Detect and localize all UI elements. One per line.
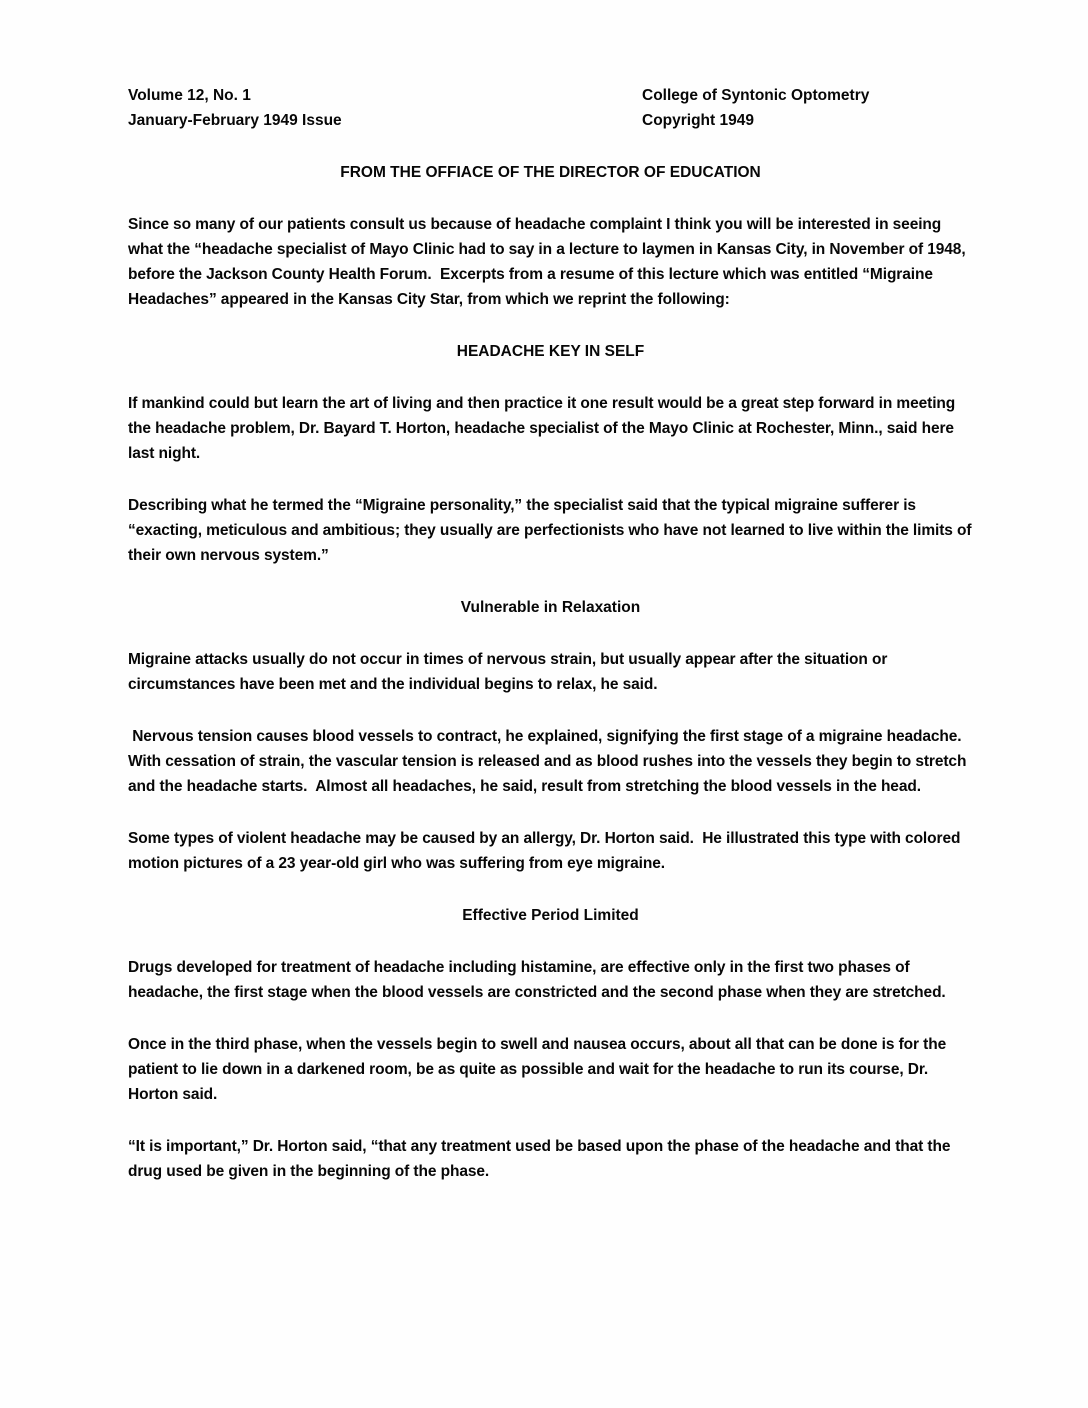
copyright-notice: Copyright 1949: [642, 112, 754, 129]
paragraph: Some types of violent headache may be caused by an allergy, Dr. Horton said. He illustrated this type with colored motion pictures of a 23 year-old girl who was suffering from eye migraine.: [128, 830, 965, 872]
paragraph-intro: Since so many of our patients consult us because of headache complaint I think you will be interested in seeing what the “headache specialist of Mayo Clinic had to say in a lecture to laymen in Kansas City, in November of 1948, before the Jackson County Health Forum. Excerpts from a resume of this lecture which was entitled “Migraine Headaches” appeared in the Kansas City Star, from which we reprint the following:: [128, 216, 970, 308]
section-heading-vulnerable-in-relaxation: Vulnerable in Relaxation: [460, 599, 641, 616]
paragraph: Migraine attacks usually do not occur in times of nervous strain, but usually appear after the situation or circumstances have been met and the individual begins to relax, he said.: [128, 651, 892, 693]
organization-name: College of Syntonic Optometry: [642, 87, 870, 104]
masthead: [128, 83, 973, 133]
paragraph: If mankind could but learn the art of living and then practice it one result would be a great step forward in meeting the headache problem, Dr. Bayard T. Horton, headache specialist of the Mayo Clinic at Rochester, Minn., said here last night.: [128, 395, 960, 462]
page-title: FROM THE OFFIACE OF THE DIRECTOR OF EDUCATION: [340, 164, 761, 181]
paragraph: Once in the third phase, when the vessels begin to swell and nausea occurs, about all that can be done is for the patient to lie down in a darkened room, be as quite as possible and wait for the headache to run its course, Dr. Horton said.: [128, 1036, 951, 1103]
document-body: [128, 83, 976, 1184]
paragraph: “It is important,” Dr. Horton said, “that any treatment used be based upon the phase of the headache and that the drug used be given in the beginning of the phase.: [128, 1138, 955, 1180]
section-heading-effective-period-limited: Effective Period Limited: [462, 907, 639, 924]
issue-date: January-February 1949 Issue: [128, 112, 342, 129]
paragraph: Nervous tension causes blood vessels to contract, he explained, signifying the first stage of a migraine headache. With cessation of strain, the vascular tension is released and as blood rushes into the vessels they begin to stretch and the headache starts. Almost all headaches, he said, result from stretching the blood vessels in the head.: [128, 728, 971, 795]
paragraph: Describing what he termed the “Migraine personality,” the specialist said that the typical migraine sufferer is “exacting, meticulous and ambitious; they usually are perfectionists who have not learned to live within the limits of their own nervous system.”: [128, 497, 976, 564]
paragraph: Drugs developed for treatment of headache including histamine, are effective only in the first two phases of headache, the first stage when the blood vessels are constricted and the second phase when they are stretched.: [128, 959, 946, 1001]
volume-number: Volume 12, No. 1: [128, 87, 251, 104]
section-heading-headache-key-in-self: HEADACHE KEY IN SELF: [456, 343, 645, 360]
